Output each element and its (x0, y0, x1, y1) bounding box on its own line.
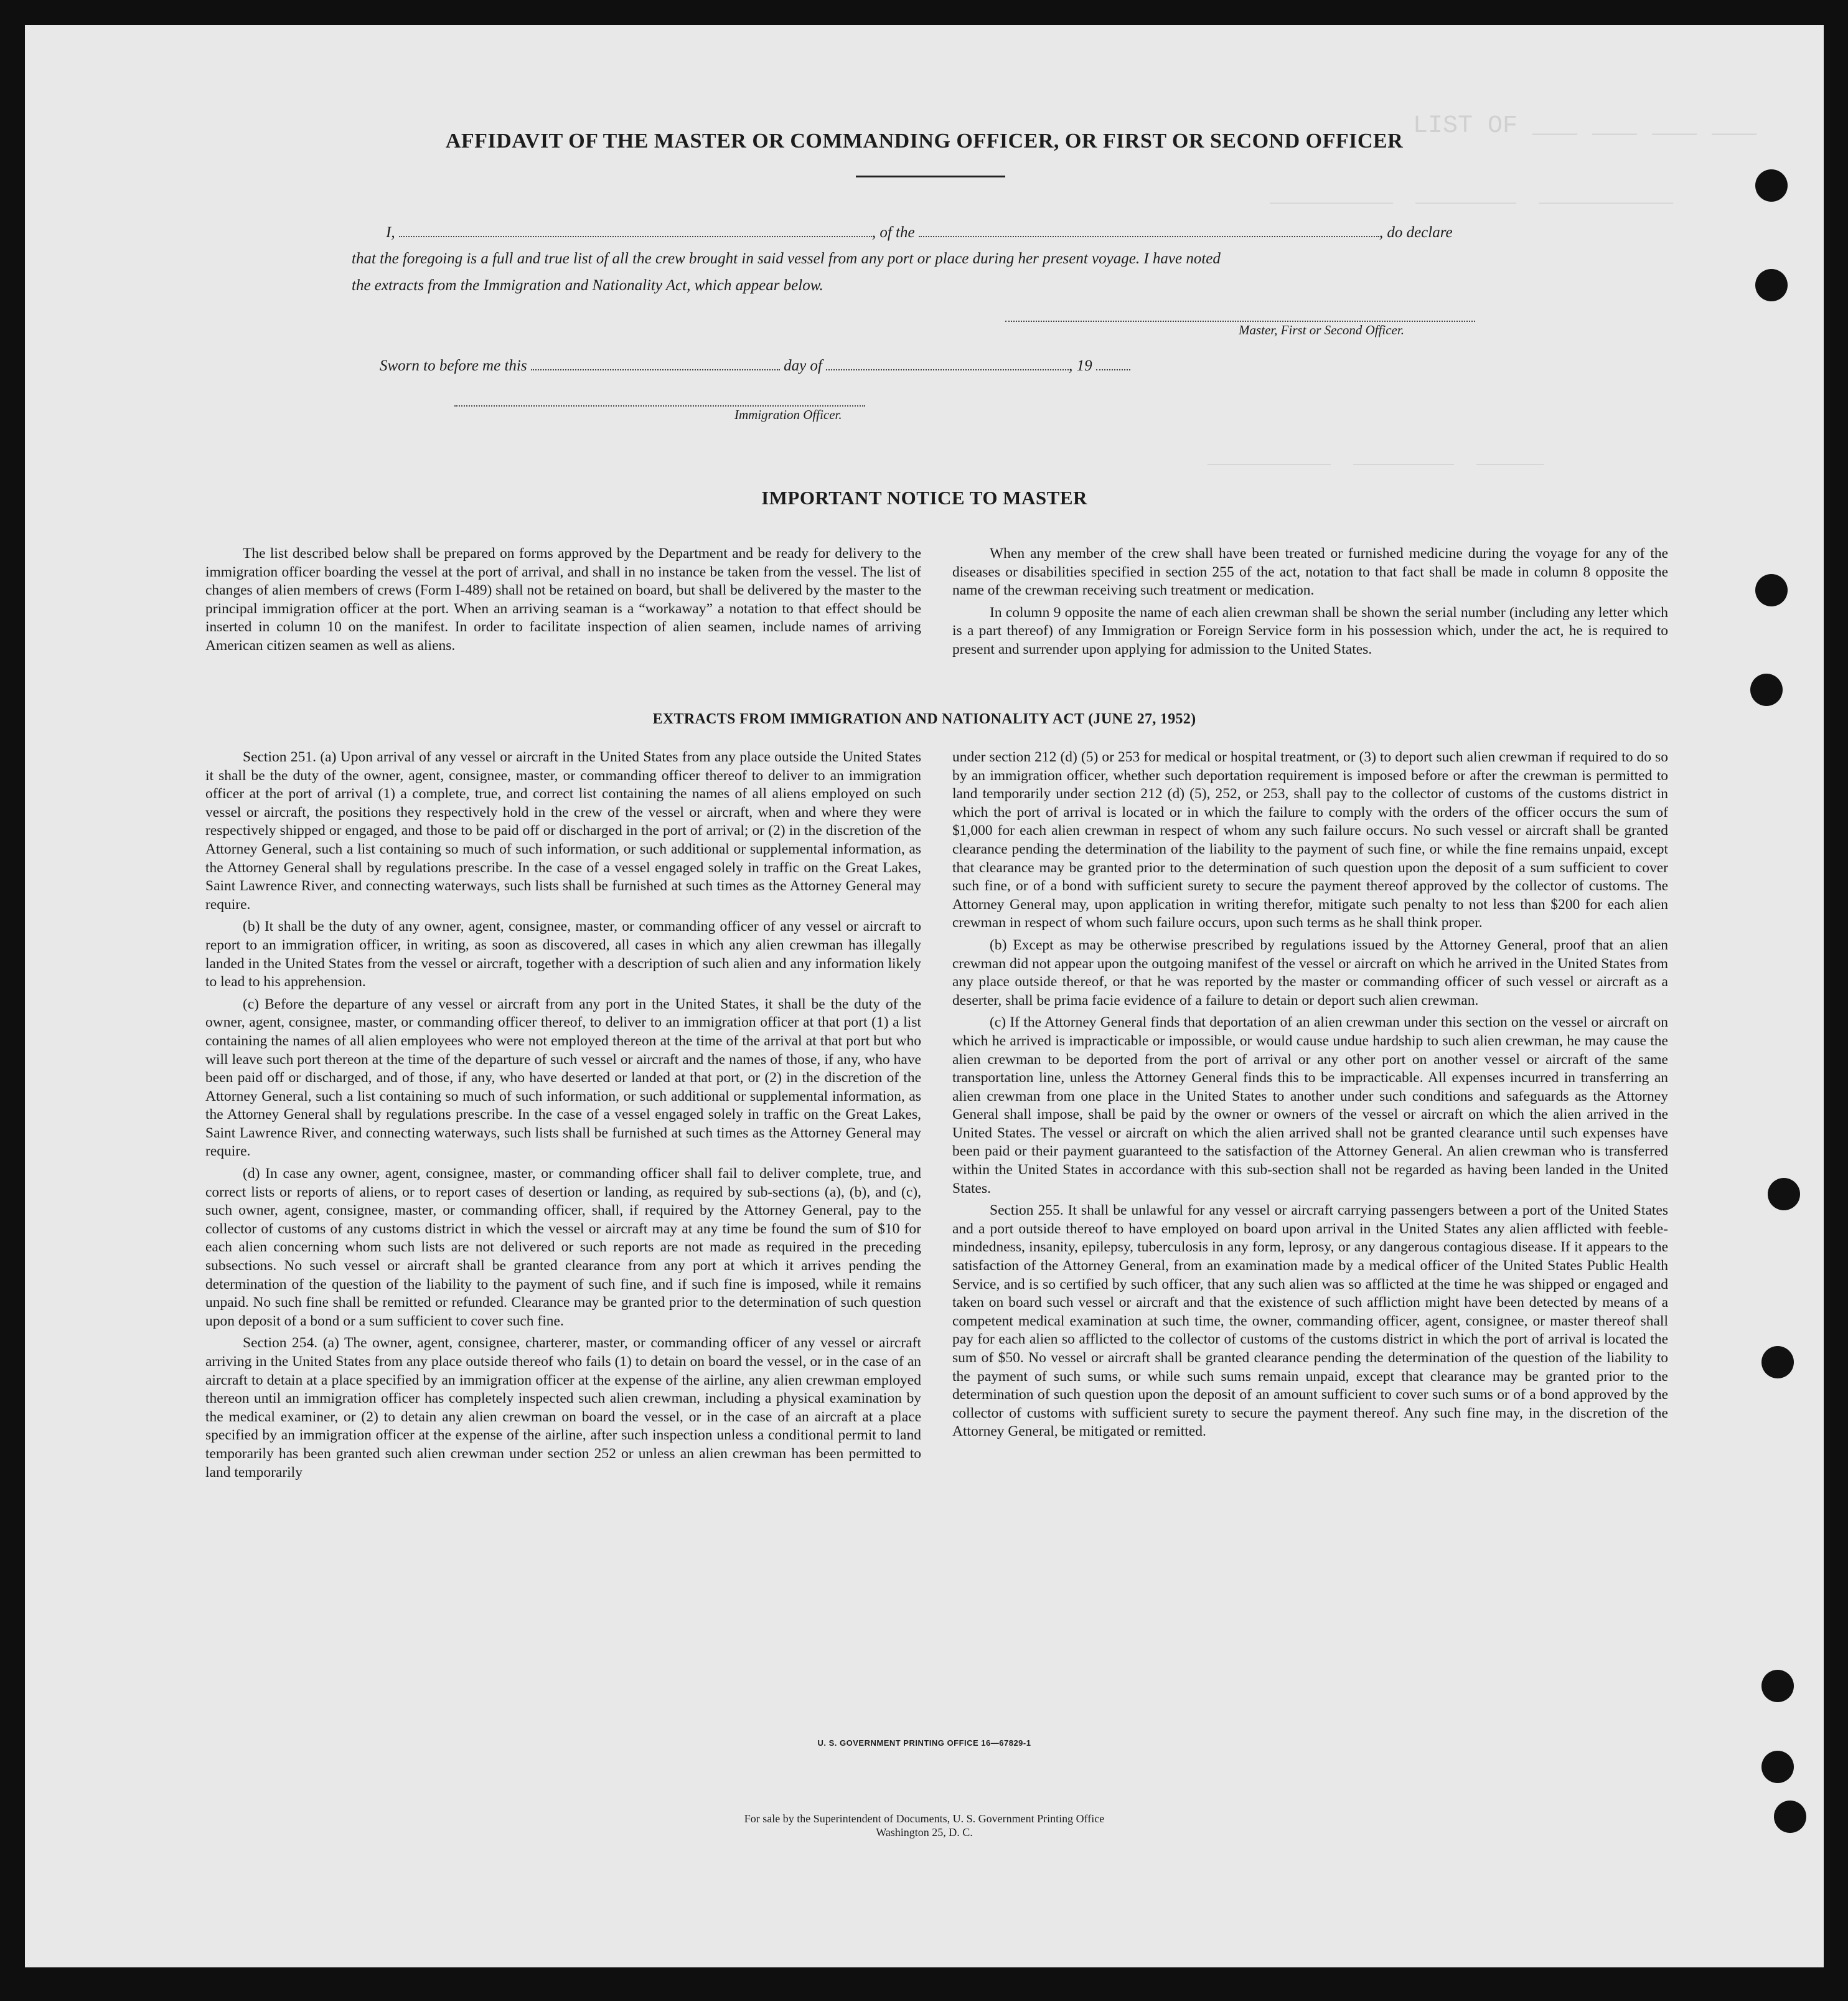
section-251-a: Section 251. (a) Upon arrival of any vessel or aircraft in the United States from any place outside the United States it shall be the duty of the owner, agent, consignee, master, or commanding officer thereof to deliver to an immigration officer at the port of arrival (1) a complete, true, and correct list containing the names of all aliens employed on such vessel or aircraft, the positions they respectively hold in the crew of the vessel or aircraft, when and where they were respectively shipped or engaged, and those to be paid off or discharged in the port of arrival; or (2) in the discretion of the Attorney General, such a list containing so much of such information, or such additional or supplemental information, as the Attorney General shall by regulations prescribe. In the case of a vessel engaged solely in traffic on the Great Lakes, Saint Lawrence River, and connecting waterways, such lists shall be furnished at such times as the Attorney General may require. (205, 749, 921, 913)
punch-hole (1761, 1751, 1794, 1783)
sworn-year-field[interactable] (1096, 357, 1130, 370)
section-254-a-continued: under section 212 (d) (5) or 253 for medical or hospital treatment, or (3) to deport such alien crewman if required to do so by an immigration officer, whether such deportation requirement is imposed before or after the crewman is permitted to land temporarily under section 212 (d) (5), 252, or 253, shall pay to the collector of customs of the customs district in which the port of arrival is located or in which the failure to comply with the orders of the officer occurs the sum of $1,000 for each alien crewman in respect of whom any such failure occurs. No such vessel or aircraft shall be granted clearance pending the determination of the liability to the payment of such fine, or while the fine remains unpaid, except that clearance may be granted prior to the determination of such question upon the deposit of a sum sufficient to cover such fine, or of a bond with sufficient surety to secure the payment thereof approved by the collector of customs. The Attorney General may, upon application in writing therefor, mitigate such penalty to not less than $200 for each alien crewman in respect of whom such failure occurs, upon such terms as he shall think proper. (952, 749, 1668, 931)
punch-hole (1768, 1178, 1800, 1210)
section-251-b: (b) It shall be the duty of any owner, agent, consignee, master, or commanding officer of any vessel or aircraft to report to an immigration officer, in writing, as soon as discovered, all cases in which any alien crewman has illegally landed in the United States from the vessel or aircraft, together with a description of such alien and any information likely to lead to his apprehension. (205, 918, 921, 991)
notice-left-paragraph: The list described below shall be prepared on forms approved by the Department and be ready for delivery to the immigration officer boarding the vessel at the port of arrival, and shall in no instance be taken from the vessel. The list of changes of alien members of crews (Form I-489) shall not be retained on board, but shall be delivered by the master to the principal immigration officer at the port. When an arriving seaman is a “workaway” a notation to that effect should be inserted in column 10 on the manifest. In order to facilitate inspection of alien seamen, include names of arriving American citizen seamen as well as aliens. (205, 545, 921, 654)
section-254-a: Section 254. (a) The owner, agent, consignee, charterer, master, or commanding officer of any vessel or aircraft arriving in the United States from any place outside thereof who fails (1) to detain on board the vessel, or in the case of an aircraft to detain at a place specified by an immigration officer at the expense of the airline, any alien crewman employed thereon until an immigration officer has completely inspected such alien crewman, including a physical examination by the medical examiner, or (2) to detain any alien crewman on board the vessel, or in the case of an aircraft at a place specified by an immigration officer at the expense of the airline, after such inspection unless a conditional permit to land temporarily has been granted such alien crewman under section 252 or unless an alien crewman has been permitted to land temporarily (205, 1335, 921, 1481)
extracts-title: EXTRACTS FROM IMMIGRATION AND NATIONALITY ACT (JUNE 27, 1952) (652, 711, 1196, 727)
officer-signature-line[interactable] (454, 405, 865, 407)
sale-notice (25, 1812, 1824, 1839)
master-signature-line[interactable] (1005, 321, 1475, 322)
punch-hole (1755, 574, 1788, 606)
i-label: I, (386, 224, 395, 241)
affidavit-title: AFFIDAVIT OF THE MASTER OR COMMANDING OFFICER, OR FIRST OR SECOND OFFICER (445, 129, 1404, 153)
punch-hole (1761, 1670, 1794, 1702)
notice-left-column (205, 545, 921, 659)
sworn-label: Sworn to before me this (380, 357, 527, 374)
declaration-text-2: the extracts from the Immigration and Nationality Act, which appear below. (352, 277, 823, 294)
year-label: , 19 (1069, 357, 1092, 374)
show-through-text: LIST OF ___ ___ ___ ___ (1413, 112, 1757, 140)
section-254-b: (b) Except as may be otherwise prescribed by regulations issued by the Attorney General, proof that an alien crewman did not appear upon the outgoing manifest of the vessel or aircraft on which he arrived in the United States from any place outside thereof, or that he was reported by the master or commanding officer of such vessel or aircraft as a deserter, shall be prima facie evidence of a failure to detain or deport such alien crewman. (952, 936, 1668, 1009)
declaration-line-fields (386, 219, 1453, 247)
punch-hole (1761, 1346, 1794, 1378)
show-through-text-2: ___________ _________ ____________ (1270, 187, 1674, 208)
punch-hole (1755, 269, 1788, 301)
notice-right-paragraph-2: In column 9 opposite the name of each alien crewman shall be shown the serial number (including any letter which is a part thereof) of any Immigration or Foreign Service form in his possession which, under the act, he is required to present and surrender upon applying for admission to the United States. (952, 604, 1668, 657)
section-251-c: (c) Before the departure of any vessel or aircraft from any port in the United States, it shall be the duty of the owner, agent, consignee, master, or commanding officer thereof, to deliver to an immigration officer at that port (1) a list containing the names of all alien employees who were not employed thereon at the time of the arrival at that port but who will leave such port thereon at the time of the departure of such vessel or aircraft and the names of those, if any, who have been paid off or discharged, and of those, if any, who have deserted or landed at that port, or (2) in the discretion of the Attorney General, such a list containing so much of such information, or such additional or supplemental information, as the Attorney General shall by regulations prescribe. In the case of a vessel engaged solely in traffic on the Great Lakes, Saint Lawrence River, and connecting waterways, such lists shall be furnished at such times as the Attorney General may require. (205, 996, 921, 1160)
show-through-text-3: ___________ _________ ______ (1208, 448, 1544, 469)
punch-hole (1755, 169, 1788, 202)
vessel-field[interactable] (919, 224, 1379, 237)
section-254-c: (c) If the Attorney General finds that deportation of an alien crewman under this section on the vessel or aircraft on which he arrived is impracticable or impossible, or would cause undue hardship to such alien crewman, he may cause the alien crewman to be deported from the port of arrival or any other port on another vessel or aircraft of the same transportation line, unless the Attorney General finds this to be impracticable. All expenses incurred in transferring an alien crewman from one place in the United States to another under such conditions and safeguards as the Attorney General shall impose, shall be paid by the owner or owners of the vessel or aircraft on which the alien arrived in the United States. The vessel or aircraft on which the alien arrived shall not be granted clearance until such expenses have been paid or their payment guaranteed to the satisfaction of the Attorney General. An alien crewman who is transferred within the United States in accordance with this sub-section shall not be regarded as having been landed in the United States. (952, 1014, 1668, 1197)
section-255: Section 255. It shall be unlawful for any vessel or aircraft carrying passengers between a port of the United States and a port outside thereof to have employed on board upon arrival in the United States any alien afflicted with feeble-mindedness, insanity, epilepsy, tuberculosis in any form, leprosy, or any dangerous contagious disease. If it appears to the satisfaction of the Attorney General, from an examination made by a medical officer of the United States Public Health Service, and is so certified by such officer, that any such alien was so afflicted at the time he was shipped or engaged and taken on board such vessel or aircraft and that the existence of such affliction might have been detected by means of a competent medical examination at such time, the owner, commanding officer, agent, consignee, or master thereof shall pay for each alien so afflicted to the collector of customs of the customs district in which the port of arrival is located the sum of $50. No vessel or aircraft shall be granted clearance pending the determination of the question of the liability to the payment of such sums, or while such sums remain unpaid, except that clearance may be granted prior to the determination of such question upon the deposit of an amount sufficient to cover such sums or of a bond approved by the collector of customs with sufficient surety to secure the payment thereof. Any such fine may, in the discretion of the Attorney General, be mitigated or remitted. (952, 1202, 1668, 1440)
notice-title: IMPORTANT NOTICE TO MASTER (761, 487, 1087, 509)
notice-right-paragraph-1: When any member of the crew shall have been treated or furnished medicine during the voyage for any of the diseases or disabilities specified in section 255 of the act, notation to that fact shall be made in column 8 opposite the name of the crewman receiving such treatment or medication. (952, 545, 1668, 599)
sworn-month-field[interactable] (826, 357, 1069, 370)
name-field[interactable] (399, 224, 872, 237)
extracts-right-column (952, 748, 1668, 1445)
section-251-d: (d) In case any owner, agent, consignee, master, or commanding officer shall fail to deliver complete, true, and correct lists or reports of aliens, or to report cases of desertion or landing, as required by sub-sections (a), (b), and (c), such owner, agent, consignee, master, or commanding officer, shall, if required by the Attorney General, pay to the collector of customs of any customs district in which the vessel or aircraft may at any time be found the sum of $10 for each alien concerning whom such lists are not delivered or such reports are not made as required in the preceding subsections. No such vessel or aircraft shall be granted clearance from any port at which it arrives pending the determination of the question of the liability to the payment of such fine, and if such fine is imposed, while it remains unpaid. No such fine shall be remitted or refunded. Clearance may be granted prior to the determination of such question upon deposit of a bond or a sum sufficient to cover such fine. (205, 1165, 921, 1329)
gpo-imprint: U. S. GOVERNMENT PRINTING OFFICE 16—67829-1 (817, 1738, 1031, 1748)
of-the-label: , of the (871, 224, 915, 241)
sale-notice-line-1: For sale by the Superintendent of Documents, U. S. Government Printing Office (744, 1812, 1105, 1825)
notice-right-column (952, 545, 1668, 663)
document-page (25, 25, 1824, 1967)
sworn-day-field[interactable] (531, 357, 780, 370)
day-of-label: day of (784, 357, 822, 374)
sworn-line (380, 352, 1130, 380)
declaration-text-1: that the foregoing is a full and true list of all the crew brought in said vessel from any port or place during her present voyage. I have noted (352, 250, 1221, 267)
officer-caption: Immigration Officer. (734, 407, 842, 422)
punch-hole (1750, 674, 1783, 706)
sale-notice-line-2: Washington 25, D. C. (876, 1826, 973, 1839)
do-declare-label: , do declare (1379, 224, 1453, 241)
extracts-left-column (205, 748, 921, 1485)
title-rule (856, 176, 1005, 177)
master-caption: Master, First or Second Officer. (1239, 323, 1404, 337)
